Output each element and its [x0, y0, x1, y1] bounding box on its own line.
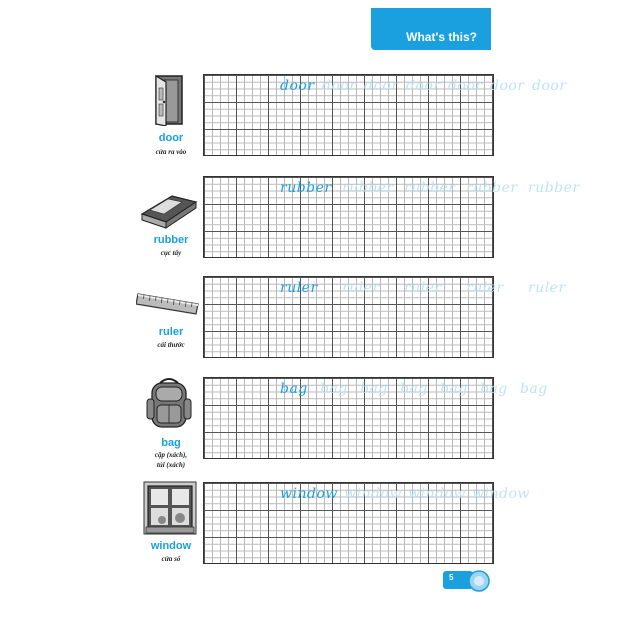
word-vietnamese: cặp (xách), [154, 451, 188, 459]
row-ruler [130, 276, 566, 366]
word-vietnamese: cái thước [157, 341, 185, 349]
door-icon [150, 74, 190, 126]
word-english: door [158, 132, 184, 144]
page-number: 5 [449, 573, 454, 582]
trace-word: bag [280, 381, 308, 397]
row-door [130, 72, 567, 162]
backpack-icon [144, 377, 194, 431]
trace-word: ruler [342, 280, 380, 296]
writing-grid [203, 176, 580, 258]
trace-words [280, 381, 570, 401]
word-vietnamese: cục tẩy [160, 249, 182, 257]
trace-word: ruler [466, 280, 504, 296]
word-vietnamese: cửa sổ [161, 555, 181, 563]
trace-word: ruler [280, 280, 318, 296]
trace-word: door [532, 78, 567, 94]
word-vietnamese-2: túi (xách) [156, 461, 186, 469]
trace-word: window [344, 486, 402, 502]
writing-grid [203, 482, 530, 564]
window-icon [142, 480, 198, 536]
header-tab [371, 8, 491, 50]
word-english: ruler [158, 326, 184, 338]
page-title: What's this? [406, 30, 477, 44]
trace-word: door [364, 78, 399, 94]
word-english: bag [161, 437, 181, 449]
trace-word: rubber [342, 180, 394, 196]
trace-word: bag [440, 381, 468, 397]
row-rubber [130, 176, 580, 266]
trace-word: door [280, 78, 315, 94]
writing-grid [203, 74, 567, 156]
trace-words [280, 180, 580, 200]
word-english: window [150, 540, 192, 552]
writing-grid [203, 276, 566, 358]
trace-word: window [280, 486, 338, 502]
trace-word: rubber [280, 180, 332, 196]
trace-word: rubber [466, 180, 518, 196]
trace-word: window [472, 486, 530, 502]
ruler-icon [136, 282, 202, 318]
word-english: rubber [153, 234, 189, 246]
trace-word: door [322, 78, 357, 94]
writing-grid [203, 377, 548, 459]
trace-word: bag [360, 381, 388, 397]
trace-words [280, 78, 570, 98]
word-vietnamese: cửa ra vào [155, 148, 187, 156]
trace-word: rubber [528, 180, 580, 196]
row-bag [130, 377, 548, 477]
row-window [130, 480, 530, 570]
trace-word: bag [520, 381, 548, 397]
trace-word: door [448, 78, 483, 94]
page-number-badge [443, 570, 491, 592]
trace-word: door [490, 78, 525, 94]
trace-word: door [406, 78, 441, 94]
eraser-icon [138, 190, 200, 230]
trace-word: rubber [404, 180, 456, 196]
trace-word: ruler [404, 280, 442, 296]
trace-word: window [408, 486, 466, 502]
trace-word: bag [400, 381, 428, 397]
trace-words [280, 280, 570, 300]
trace-word: bag [480, 381, 508, 397]
trace-words [280, 486, 570, 506]
trace-word: bag [320, 381, 348, 397]
trace-word: ruler [528, 280, 566, 296]
